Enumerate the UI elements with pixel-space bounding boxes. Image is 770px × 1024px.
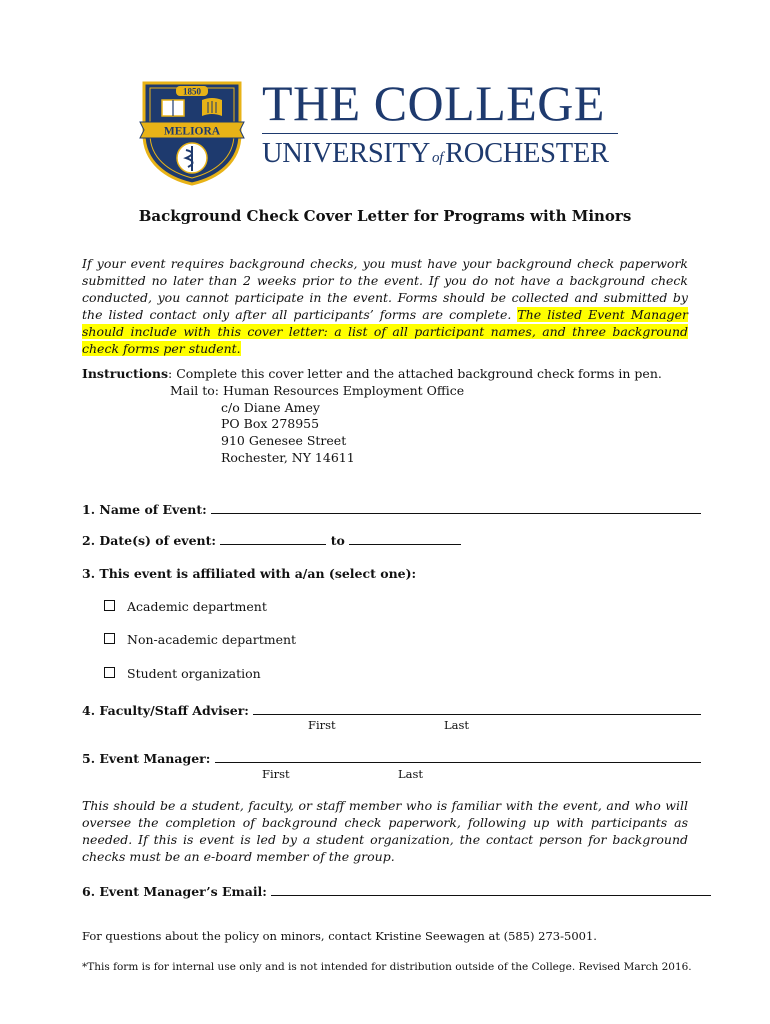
event-manager-label: 5. Event Manager: xyxy=(82,751,211,766)
manager-email-input[interactable] xyxy=(271,883,711,896)
adviser-first-caption: First xyxy=(308,718,336,732)
intro-text: If your event requires background checks, you must have your background check paperwork submitted no later than 2 weeks prior to the event. If you do not have a background check conducted, you cannot participate in the event. Forms should be collected and submitted by the listed contact only after all participants’ forms are complete. xyxy=(82,256,688,322)
brand-name-line1: THE COLLEGE xyxy=(262,75,605,131)
affiliation-question: 3. This event is affiliated with a/an (select one): xyxy=(82,566,417,581)
event-name-input[interactable] xyxy=(211,501,701,514)
event-manager-name-input[interactable] xyxy=(215,750,701,763)
intro-paragraph xyxy=(82,255,688,357)
affiliation-option[interactable] xyxy=(104,632,296,647)
checkbox[interactable] xyxy=(104,667,115,678)
mail-to-line: Mail to: Human Resources Employment Office xyxy=(170,382,465,398)
adviser-label: 4. Faculty/Staff Adviser: xyxy=(82,703,249,718)
adviser-field xyxy=(82,702,701,718)
brand-university: UNIVERSITY xyxy=(262,138,430,169)
crest-motto: MELIORA xyxy=(163,125,221,138)
address-line: c/o Diane Amey xyxy=(221,399,320,415)
event-end-date-input[interactable] xyxy=(349,532,461,545)
event-manager-note: This should be a student, faculty, or staff member who is familiar with the event, and who will oversee the completion of background check paperwork, following up with participants as needed. If this is event is led by a student organization, the contact person for background checks must be an e-board member of the group. xyxy=(82,798,688,864)
brand-of: of xyxy=(432,150,444,166)
university-crest-logo xyxy=(138,80,246,186)
instructions-label: Instructions xyxy=(82,366,169,381)
brand-name-line2 xyxy=(262,140,609,169)
adviser-last-caption: Last xyxy=(444,718,470,732)
option-label: Non-academic department xyxy=(127,632,297,647)
contact-info: For questions about the policy on minors, contact Kristine Seewagen at (585) 273-5001. xyxy=(82,929,597,943)
intro-highlighted-text: The listed Event Manager should include with this cover letter: a list of all participant names, and three background check forms per student. xyxy=(82,307,689,356)
address-line: PO Box 278955 xyxy=(221,416,320,432)
adviser-name-input[interactable] xyxy=(253,702,701,715)
crest-year: 1850 xyxy=(183,86,201,97)
brand-divider xyxy=(262,133,618,134)
instructions-text: : Complete this cover letter and the attached background check forms in pen. xyxy=(168,366,662,381)
option-label: Student organization xyxy=(127,666,261,681)
brand-rochester: ROCHESTER xyxy=(445,138,609,169)
checkbox[interactable] xyxy=(104,633,115,644)
manager-email-label: 6. Event Manager’s Email: xyxy=(82,884,267,899)
disclaimer: *This form is for internal use only and is not intended for distribution outside of the College. Revised March 2016. xyxy=(82,961,692,973)
event-dates-field xyxy=(82,532,461,548)
manager-email-field xyxy=(82,883,711,899)
event-start-date-input[interactable] xyxy=(220,532,326,545)
document-title: Background Check Cover Letter for Programs with Minors xyxy=(138,207,632,225)
manager-last-caption: Last xyxy=(398,767,424,781)
event-manager-field xyxy=(82,750,701,766)
affiliation-option[interactable] xyxy=(104,599,267,614)
dates-to-label: to xyxy=(330,533,345,548)
affiliation-option[interactable] xyxy=(104,666,261,681)
option-label: Academic department xyxy=(127,599,267,614)
event-name-field xyxy=(82,501,701,517)
address-line: 910 Genesee Street xyxy=(221,433,347,449)
event-dates-label: 2. Date(s) of event: xyxy=(82,533,216,548)
instructions-block xyxy=(82,366,662,467)
manager-first-caption: First xyxy=(262,767,290,781)
address-line: Rochester, NY 14611 xyxy=(221,449,355,465)
event-name-label: 1. Name of Event: xyxy=(82,502,207,517)
checkbox[interactable] xyxy=(104,600,115,611)
